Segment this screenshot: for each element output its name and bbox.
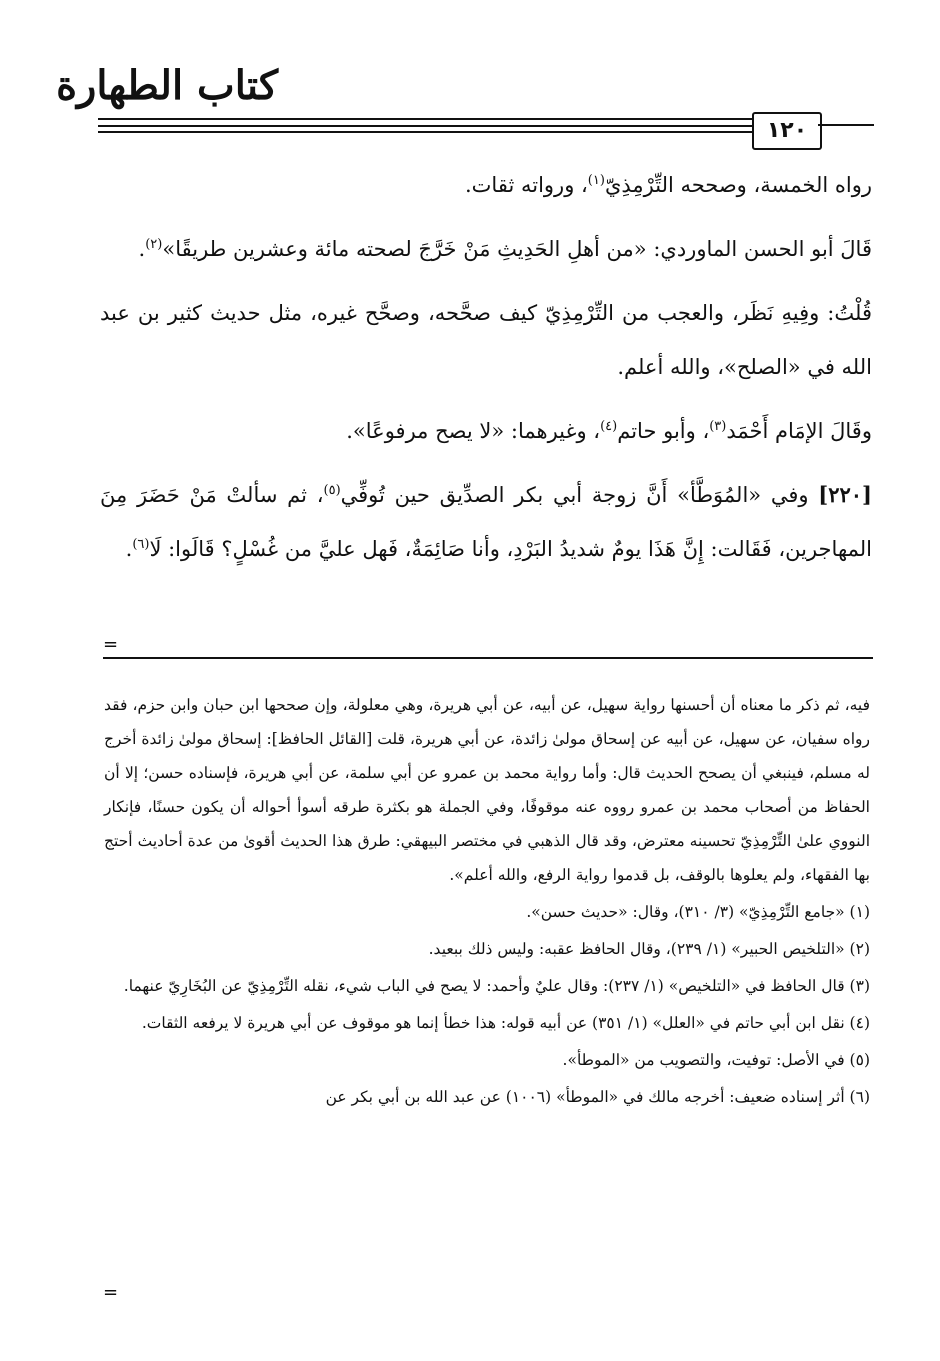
footnote-1: (١) «جامع التِّرْمِذِيّ» (٣/ ٣١٠)، وقال: «حديث حسن». [526, 903, 870, 921]
paragraph-2-text: قَالَ أبو الحسن الماوردي: «من أهلِ الحَدِيثِ مَنْ خَرَّجَ لصحته مائة وعشرين طريقًا» [162, 237, 872, 261]
footnote-ref-1[interactable]: (١) [587, 173, 605, 188]
paragraph-3: قُلْتُ: وفِيهِ نَظَر، والعجب من التِّرْمِذِيّ كيف صحَّحه، وصحَّح غيره، مثل حديث كثير بن عبد الله في «الصلح»، والله أعلم. [100, 301, 872, 379]
paragraph-4 [100, 404, 872, 458]
paragraph-1-tail: ، ورواته ثقات. [464, 173, 588, 197]
paragraph-5 [100, 468, 872, 576]
footnote-6: (٦) أثر إسناده ضعيف: أخرجه مالك في «الموطأ» (١٠٠٦) عن عبد الله بن أبي بكر عن [325, 1088, 870, 1106]
footnote-3: (٣) قال الحافظ في «التلخيص» (١/ ٢٣٧): وقال عليٌ وأحمد: لا يصح في الباب شيء، نقله التِّرْمِذِيّ عن البُخَارِيّ عنهما. [123, 977, 870, 995]
footnote-ref-5[interactable]: (٥) [323, 483, 341, 498]
footnote-ref-2[interactable]: (٢) [145, 237, 163, 252]
footnote-ref-3[interactable]: (٣) [709, 419, 727, 434]
paragraph-5-tail: . [125, 537, 133, 561]
header-rule-middle [98, 125, 752, 127]
paragraph-2-tail: . [138, 237, 146, 261]
continuation-marker: = [103, 634, 119, 655]
footnote-ref-4[interactable]: (٤) [600, 419, 618, 434]
paragraph-2 [100, 222, 872, 276]
footnote-4: (٤) نقل ابن أبي حاتم في «العلل» (١/ ٣٥١) عن أبيه قوله: هذا خطأ إنما هو موقوف عن أبي هريرة لا يرفعه الثقات. [141, 1014, 870, 1032]
paragraph-1 [100, 158, 872, 212]
paragraph-4-text-a: وقَالَ الإمَام أَحْمَد [726, 419, 872, 443]
paragraph-4-text-c: ، وغيرهما: «لا يصح مرفوعًا». [346, 419, 601, 443]
paragraph-5-text-b: ، ثم سألتْ مَنْ حَضَرَ مِنَ المهاجرين، فَقَالت: إِنَّ هَذَا يومٌ شديدُ البَرْدِ، وأنا صَائِمَةٌ، فَهل عليَّ من غُسْلٍ؟ قَالَوا: لَا [100, 483, 872, 561]
paragraph-4-text-b: ، وأبو حاتم [617, 419, 710, 443]
footnote-ref-6[interactable]: (٦) [132, 537, 150, 552]
paragraph-1-text: رواه الخمسة، وصححه التِّرْمِذِيّ [604, 173, 872, 197]
paragraph-5-text-a: وفي «المُوَطَّأ» أَنَّ زوجة أبي بكر الصدِّيق حين تُوفِّي [340, 483, 819, 507]
hadith-number: [٢٢٠] [818, 482, 872, 507]
footnote-continuation: فيه، ثم ذكر ما معناه أن أحسنها رواية سهيل، عن أبيه، عن أبي هريرة، وهي معلولة، وإن صححها ابن حبان وابن حزم، فقد رواه سفيان، عن سهيل، عن أبيه عن إسحاق مولىٰ زائدة، عن أبي هريرة، قلت [القائل الحافظ]: إسحاق مولىٰ زائدة أخرج له مسلم، فينبغي أن يصحح الحديث قال: وأما رواية محمد بن عمرو عن أبي سلمة، عن أبي هريرة، فإسناده حسن؛ إلا أن الحفاظ من أصحاب محمد بن عمرو رووه عنه موقوفًا، وفي الجملة هو بكثرة طرقه أسوأ أحواله أن يكون حسنًا، فإنكار النووي علىٰ التِّرْمِذِيّ تحسينه معترض، وقد قال الذهبي في مختصر البيهقي: طرق هذا الحديث أقوىٰ من عدة أحاديث أحتج بها الفقهاء، ولم يعلوها بالوقف، بل قدموا رواية الرفع، والله أعلم». [103, 696, 870, 884]
header-rule-top [98, 118, 752, 120]
chapter-title: كتاب الطهارة [56, 62, 278, 109]
end-continuation-marker: = [103, 1282, 119, 1303]
header-rule-bottom [98, 131, 752, 133]
page-number: ١٢٠ [752, 112, 822, 150]
main-text [100, 158, 872, 576]
footnote-2: (٢) «التلخيص الحبير» (١/ ٢٣٩)، وقال الحافظ عقبه: وليس ذلك ببعيد. [428, 940, 870, 958]
footnote-separator [103, 657, 873, 659]
footnote-5: (٥) في الأصل: توفيت، والتصويب من «الموطأ». [562, 1051, 870, 1069]
header-rule-right [818, 124, 874, 126]
footnotes [104, 688, 870, 1114]
